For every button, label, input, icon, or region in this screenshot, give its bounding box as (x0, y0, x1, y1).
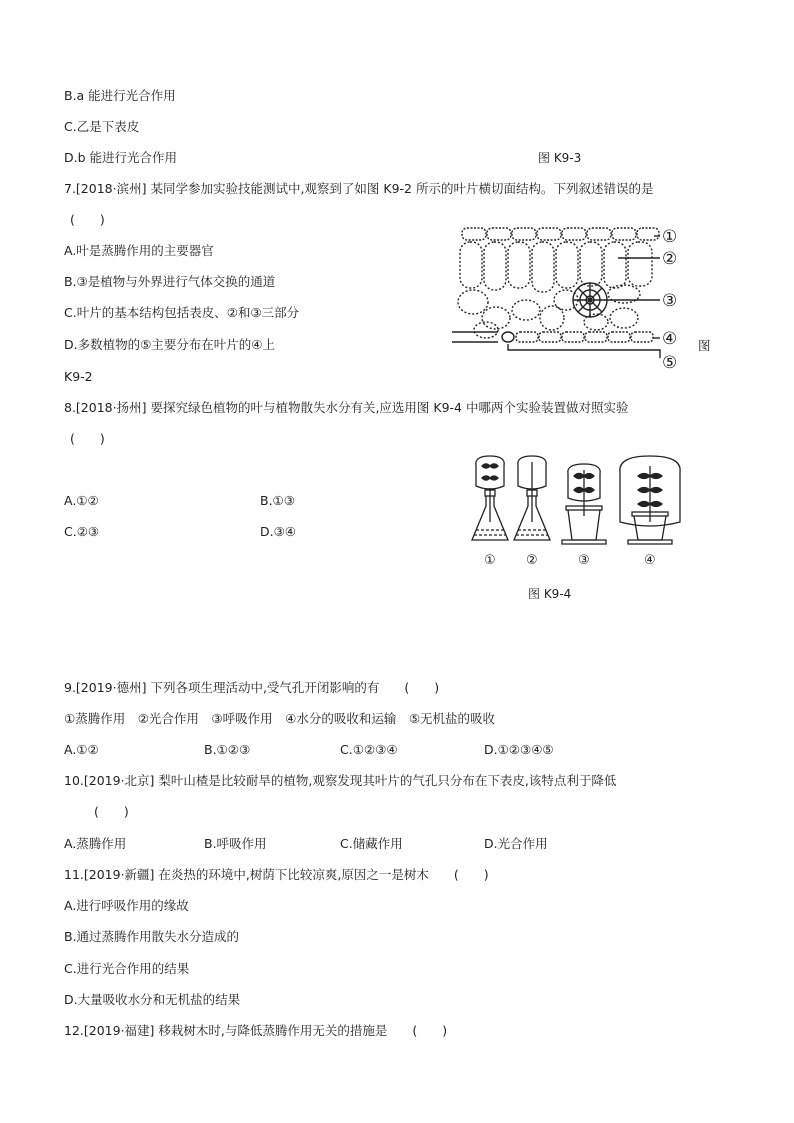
diagram-label-3: ③ (662, 291, 678, 311)
diagram-label-4: ④ (662, 329, 678, 349)
q10-option-d: D.光合作用 (484, 836, 548, 851)
device-1 (472, 456, 508, 540)
leaf-cross-section-diagram (448, 222, 698, 374)
q8-option-b: B.①③ (260, 493, 295, 508)
fig-k9-2-caption-end: K9-2 (64, 369, 93, 384)
q9-items: ①蒸腾作用 ②光合作用 ③呼吸作用 ④水分的吸收和运输 ⑤无机盐的吸收 (64, 711, 496, 726)
q10-stem: 10.[2019·北京] 梨叶山楂是比较耐旱的植物,观察发现其叶片的气孔只分布在下表皮,该特点利于降低 (64, 773, 617, 788)
q10-answer-blank: ( ) (94, 804, 129, 819)
q11-option-a: A.进行呼吸作用的缘故 (64, 898, 189, 913)
fig-k9-3-caption: 图 K9-3 (538, 151, 582, 165)
q7-stem: 7.[2018·滨州] 某同学参加实验技能测试中,观察到了如图 K9-2 所示的叶片横切面结构。下列叙述错误的是 (64, 181, 654, 196)
q9-stem: 9.[2019·德州] 下列各项生理活动中,受气孔开闭影响的有 ( ) (64, 680, 440, 695)
q7-option-a: A.叶是蒸腾作用的主要器官 (64, 243, 214, 258)
q9-option-a: A.①② (64, 742, 99, 757)
q11-stem: 11.[2019·新疆] 在炎热的环境中,树荫下比较凉爽,原因之一是树木 ( ) (64, 867, 489, 882)
q9-option-d: D.①②③④⑤ (484, 742, 554, 757)
device-label-4: ④ (644, 553, 656, 568)
fig-k9-4-caption: 图 K9-4 (528, 587, 572, 601)
q12-stem: 12.[2019·福建] 移栽树木时,与降低蒸腾作用无关的措施是 ( ) (64, 1023, 448, 1038)
q10-option-b: B.呼吸作用 (204, 836, 267, 851)
q11-option-d: D.大量吸收水分和无机盐的结果 (64, 992, 241, 1007)
q11-option-b: B.通过蒸腾作用散失水分造成的 (64, 929, 240, 944)
device-label-3: ③ (578, 553, 590, 568)
transpiration-experiment-diagram (460, 452, 700, 570)
fig-k9-2-caption-start: 图 (698, 338, 711, 353)
diagram-label-1: ① (662, 227, 678, 247)
q9-option-b: B.①②③ (204, 742, 251, 757)
q6-option-d: D.b 能进行光合作用 (64, 150, 178, 165)
q6-option-c: C.乙是下表皮 (64, 119, 140, 134)
device-label-1: ① (484, 553, 496, 568)
device-4 (620, 456, 680, 544)
q10-option-a: A.蒸腾作用 (64, 836, 127, 851)
device-2 (514, 456, 550, 540)
q7-option-d: D.多数植物的⑤主要分布在叶片的④上 (64, 337, 276, 352)
q8-stem: 8.[2018·扬州] 要探究绿色植物的叶与植物散失水分有关,应选用图 K9-4 中哪两个实验装置做对照实验 (64, 400, 629, 415)
q10-option-c: C.储藏作用 (340, 836, 403, 851)
diagram-label-2: ② (662, 249, 678, 269)
q9-option-c: C.①②③④ (340, 742, 398, 757)
device-label-2: ② (526, 553, 538, 568)
diagram-label-5: ⑤ (662, 353, 678, 373)
q7-option-c: C.叶片的基本结构包括表皮、②和③三部分 (64, 305, 300, 320)
q7-option-b: B.③是植物与外界进行气体交换的通道 (64, 274, 276, 289)
device-3 (562, 464, 606, 544)
q7-answer-blank: ( ) (70, 212, 105, 227)
q8-option-c: C.②③ (64, 524, 100, 539)
q11-option-c: C.进行光合作用的结果 (64, 961, 190, 976)
q8-answer-blank: ( ) (70, 431, 105, 446)
q6-option-b: B.a 能进行光合作用 (64, 88, 176, 103)
q8-option-a: A.①② (64, 493, 99, 508)
q8-option-d: D.③④ (260, 524, 297, 539)
